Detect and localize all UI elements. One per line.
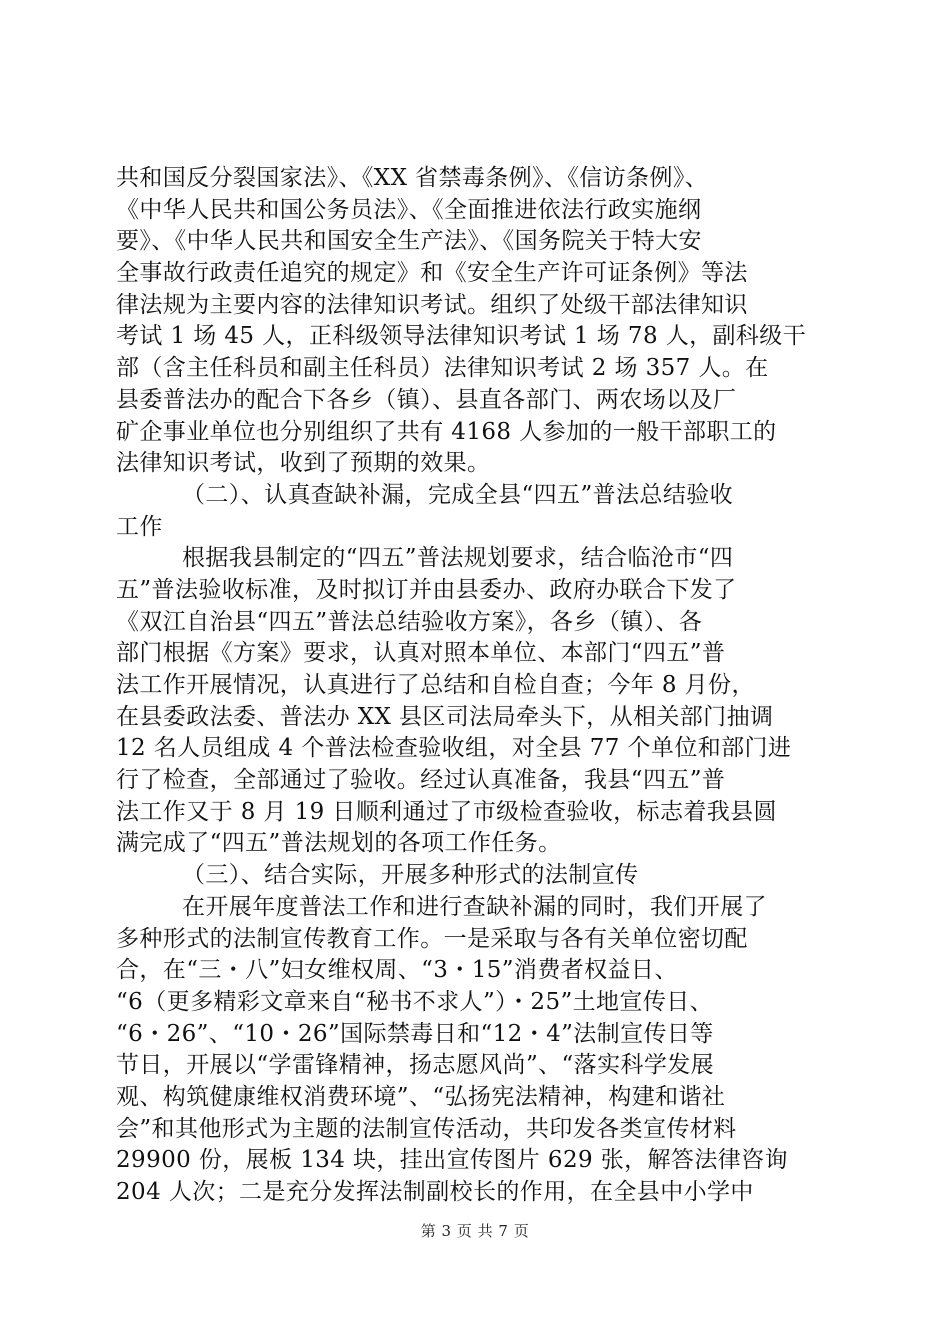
text-line: 法工作开展情况，认真进行了总结和自检自查；今年 8 月份， (116, 672, 755, 698)
text-line: “6（更多精彩文章来自“秘书不求人”）・25”土地宣传日、 (116, 988, 714, 1015)
section-heading-continued: 工作 (116, 513, 163, 540)
text-line: 多种形式的法制宣传教育工作。一是采取与各有关单位密切配 (116, 925, 748, 952)
text-line: 法律知识考试，收到了预期的效果。 (116, 450, 491, 477)
text-line: 行了检查，全部通过了验收。经过认真准备，我县“四五”普 (116, 767, 726, 794)
paragraph-start: 在开展年度普法工作和进行查缺补漏的同时，我们开展了 (182, 893, 767, 920)
text-line: 节日，开展以“学雷锋精神，扬志愿风尚”、“落实科学发展 (116, 1052, 715, 1079)
text-line: 29900 份，展板 134 块，挂出宣传图片 629 张，解答法律咨询 (116, 1147, 788, 1174)
text-line: 204 人次；二是充分发挥法制副校长的作用，在全县中小学中 (116, 1179, 754, 1205)
text-line: 会”和其他形式为主题的法制宣传活动，共印发各类宣传材料 (116, 1115, 737, 1142)
text-line: 律法规为主要内容的法律知识考试。组织了处级干部法律知识 (116, 291, 748, 318)
section-heading: （二）、认真查缺补漏，完成全县“四五”普法总结验收 (182, 481, 734, 508)
text-line: 《中华人民共和国公务员法》、《全面推进依法行政实施纲 (116, 196, 702, 223)
text-line: 在县委政法委、普法办 XX 县区司法局牵头下，从相关部门抽调 (116, 703, 774, 730)
text-line: 矿企事业单位也分别组织了共有 4168 人参加的一般干部职工的 (116, 418, 777, 445)
text-line: 法工作又于 8 月 19 日顺利通过了市级检查验收，标志着我县圆 (116, 798, 777, 825)
text-line: 《双江自治县“四五”普法总结验收方案》，各乡（镇）、各 (116, 608, 703, 635)
section-heading: （三）、结合实际，开展多种形式的法制宣传 (182, 862, 639, 889)
page-number-footer: 第 3 页 共 7 页 (420, 1222, 530, 1240)
paragraph-start: 根据我县制定的“四五”普法规划要求，结合临沧市“四 (182, 545, 734, 572)
text-line: 全事故行政责任追究的规定》和《安全生产许可证条例》等法 (116, 260, 748, 287)
text-line: 观、构筑健康维权消费环境”、“弘扬宪法精神，构建和谐社 (116, 1083, 726, 1110)
text-line: 五”普法验收标准，及时拟订并由县委办、政府办联合下发了 (116, 576, 737, 603)
text-line: 要》、《中华人民共和国安全生产法》、《国务院关于特大安 (116, 228, 702, 255)
text-line: 12 名人员组成 4 个普法检查验收组，对全县 77 个单位和部门进 (116, 735, 792, 762)
text-line: 部门根据《方案》要求，认真对照本单位、本部门“四五”普 (116, 640, 726, 667)
text-line: 县委普法办的配合下各乡（镇）、县直各部门、两农场以及厂 (116, 386, 737, 413)
text-line: “6・26”、“10・26”国际禁毒日和“12・4”法制宣传日等 (116, 1020, 714, 1047)
text-line: 合，在“三・八”妇女维权周、“3・15”消费者权益日、 (116, 957, 678, 984)
text-line: 部（含主任科员和副主任科员）法律知识考试 2 场 357 人。在 (116, 355, 769, 382)
text-line: 满完成了“四五”普法规划的各项工作任务。 (116, 830, 562, 857)
body-text (116, 163, 836, 1209)
text-line: 考试 1 场 45 人，正科级领导法律知识考试 1 场 78 人，副科级干 (116, 323, 807, 350)
text-line: 共和国反分裂国家法》、《XX 省禁毒条例》、《信访条例》、 (116, 165, 709, 191)
